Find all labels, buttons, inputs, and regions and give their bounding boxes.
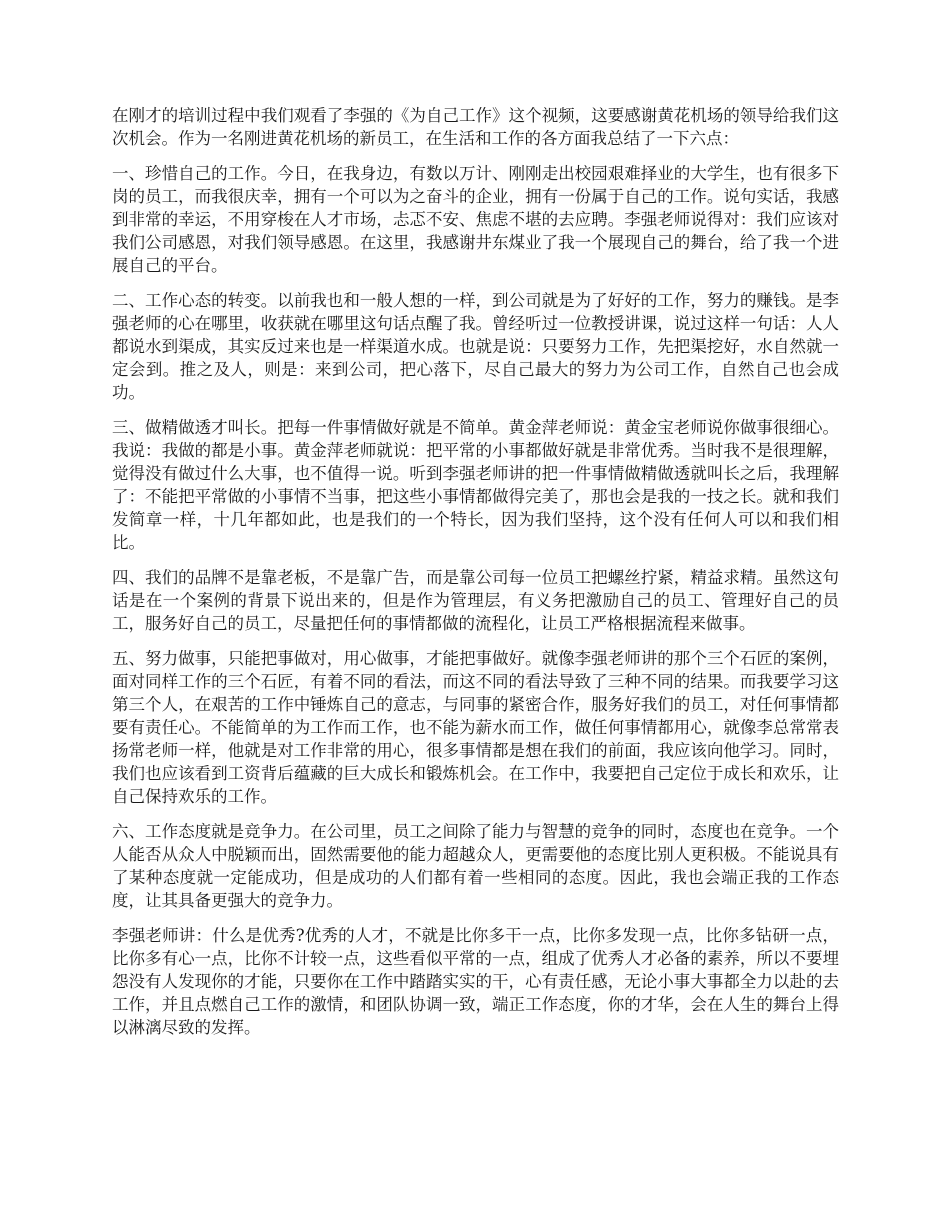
paragraph-point-3: 三、做精做透才叫长。把每一件事情做好就是不简单。黄金萍老师说：黄金宝老师说你做事很细心。我说：我做的都是小事。黄金萍老师就说：把平常的小事都做好就是非常优秀。当时我不是很理解，觉得没有做过什么大事，也不值得一说。听到李强老师讲的把一件事情做精做透就叫长之后，我理解了：不能把平常做的小事情不当事，把这些小事情都做得完美了，那也会是我的一技之长。就和我们发简章一样，十几年都如此，也是我们的一个特长，因为我们坚持，这个没有任何人可以和我们相比。 [112,418,839,552]
paragraph-point-2: 二、工作心态的转变。以前我也和一般人想的一样，到公司就是为了好好的工作，努力的赚钱。是李强老师的心在哪里，收获就在哪里这句话点醒了我。曾经听过一位教授讲课，说过这样一句话：人人都说水到渠成，其实反过来也是一样渠道水成。也就是说：只要努力工作，先把渠挖好，水自然就一定会到。推之及人，则是：来到公司，把心落下，尽自己最大的努力为公司工作，自然自己也会成功。 [112,291,839,402]
paragraph-point-5: 五、努力做事，只能把事做对，用心做事，才能把事做好。就像李强老师讲的那个三个石匠的案例，面对同样工作的三个石匠，有着不同的看法，而这不同的看法导致了三种不同的结果。而我要学习这第三个人，在艰苦的工作中锤炼自己的意志，与同事的紧密合作，服务好我们的员工，对任何事情都要有责任心。不能简单的为工作而工作，也不能为薪水而工作，做任何事情都用心，就像李总常常表扬常老师一样，他就是对工作非常的用心，很多事情都是想在我们的前面，我应该向他学习。同时，我们也应该看到工资背后蕴藏的巨大成长和锻炼机会。在工作中，我要把自己定位于成长和欢乐，让自己保持欢乐的工作。 [112,649,839,806]
document-body [112,104,839,1051]
paragraph-point-4: 四、我们的品牌不是靠老板，不是靠广告，而是靠公司每一位员工把螺丝拧紧，精益求精。虽然这句话是在一个案例的背景下说出来的，但是作为管理层，有义务把激励自己的员工、管理好自己的员工，服务好自己的员工，尽量把任何的事情都做的流程化，让员工严格根据流程来做事。 [112,568,839,633]
paragraph-intro: 在刚才的培训过程中我们观看了李强的《为自己工作》这个视频，这要感谢黄花机场的领导给我们这次机会。作为一名刚进黄花机场的新员工，在生活和工作的各方面我总结了一下六点： [112,106,839,148]
paragraph-conclusion: 李强老师讲：什么是优秀?优秀的人才，不就是比你多干一点，比你多发现一点，比你多钻研一点，比你多有心一点，比你不计较一点，这些看似平常的一点，组成了优秀人才必备的素养，所以不要埋怨没有人发现你的才能，只要你在工作中踏踏实实的干，心有责任感，无论小事大事都全力以赴的去工作，并且点燃自己工作的激情，和团队协调一致，端正工作态度，你的才华，会在人生的舞台上得以淋漓尽致的发挥。 [112,926,839,1037]
paragraph-point-1: 一、珍惜自己的工作。今日，在我身边，有数以万计、刚刚走出校园艰难择业的大学生，也有很多下岗的员工，而我很庆幸，拥有一个可以为之奋斗的企业，拥有一份属于自己的工作。说句实话，我感到非常的幸运，不用穿梭在人才市场，忐忑不安、焦虑不堪的去应聘。李强老师说得对：我们应该对我们公司感恩，对我们领导感恩。在这里，我感谢井东煤业了我一个展现自己的舞台，给了我一个进展自己的平台。 [112,164,839,275]
paragraph-point-6: 六、工作态度就是竞争力。在公司里，员工之间除了能力与智慧的竞争的同时，态度也在竞争。一个人能否从众人中脱颖而出，固然需要他的能力超越众人，更需要他的态度比别人更积极。不能说具有了某种态度就一定能成功，但是成功的人们都有着一些相同的态度。因此，我也会端正我的工作态度，让其具备更强大的竞争力。 [112,822,839,910]
